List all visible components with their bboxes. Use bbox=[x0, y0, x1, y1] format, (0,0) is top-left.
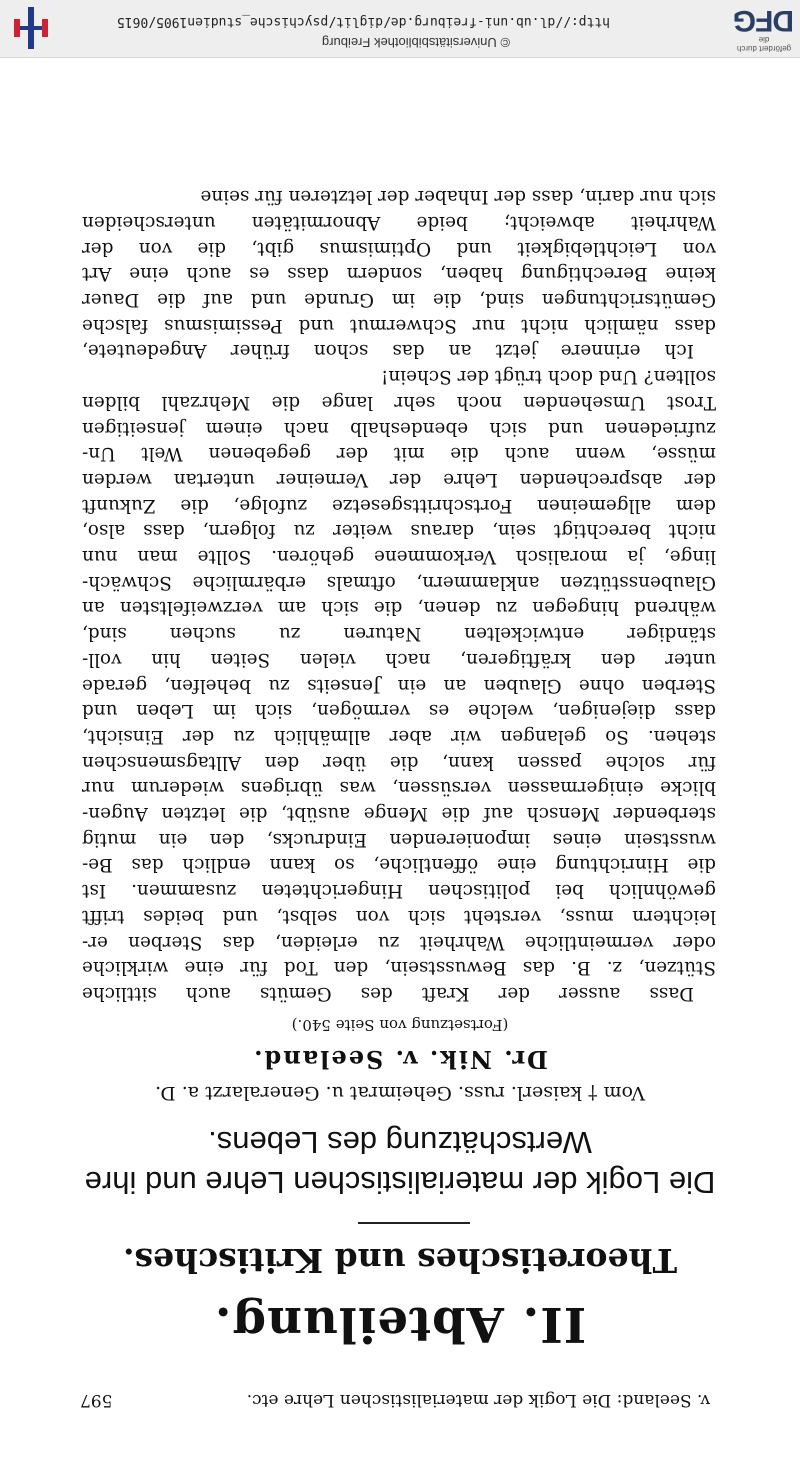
article-title-line-2: Wertschätzung des Lebens. bbox=[208, 1125, 592, 1160]
author-name: Dr. Nik. v. Seeland. bbox=[252, 1045, 548, 1074]
copyright-notice: © Universitätsbibliothek Freiburg bbox=[321, 35, 510, 50]
body-line: müsse, wenn auch die mit der gegebenen Welt Un- bbox=[82, 443, 716, 465]
body-line: gewöhnlich bei politischen Hingerichteten zusammen. Ist bbox=[82, 880, 716, 902]
body-line: keine Berechtigung haben, sondern dass es auch eine Art bbox=[82, 263, 716, 285]
running-header bbox=[80, 1390, 710, 1410]
body-line: während hingegen zu denen, die sich am verzweifeltsten an bbox=[82, 597, 716, 619]
body-line: Glaubensstützen anklammern, oftmals erbärmliche Schwäch- bbox=[82, 571, 716, 593]
body-line: dem allgemeinen Fortschrittsgesetze zufolge, die Zukunft bbox=[82, 494, 716, 516]
source-url-link[interactable]: http://dl.ub.uni-freiburg.de/diglit/psychische_studien1905/0615 bbox=[116, 14, 610, 29]
body-line: dass nämlich nicht nur Schwermut und Pessimismus falsche bbox=[82, 314, 716, 336]
body-line: dass diejenigen, welche es vermögen, sich im Leben und bbox=[82, 700, 716, 722]
body-line: unter den kräftigeren, nach vielen Seiten hin voll- bbox=[82, 648, 716, 670]
division-heading: II. Abteilung. bbox=[213, 1296, 587, 1352]
body-line: von Leichtlebigkeit und Optimismus gibt, die von der bbox=[82, 237, 716, 259]
body-line: Gemütsrichtungen sind, die im Grunde und auf die Dauer bbox=[82, 289, 716, 311]
body-line: Stützen, z. B. das Bewusstsein, den Tod für eine wirkliche bbox=[82, 957, 716, 979]
article-title-line-1: Die Logik der materialistischen Lehre und ihre bbox=[84, 1165, 716, 1200]
article-body bbox=[82, 184, 716, 1007]
body-line: leichtern muss, versteht sich von selbst, und beides trifft bbox=[82, 905, 716, 927]
dfg-logo-icon bbox=[734, 5, 794, 53]
body-line: Trost Umsehenden noch sehr lange die Mehrzahl bilden bbox=[82, 391, 716, 413]
dfg-mark: DFG bbox=[733, 4, 794, 37]
body-line: Wahrheit abweicht; beide Abnormitäten unterscheiden bbox=[82, 211, 716, 233]
section-heading: Theoretisches und Kritisches. bbox=[122, 1241, 678, 1280]
body-line: Dass ausser der Kraft des Gemüts auch sittliche bbox=[82, 983, 694, 1004]
author-byline: Vom † kaiserl. russ. Geheimrat u. Generalarzt a. D. bbox=[155, 1082, 645, 1104]
body-line: sterbender Mensch auf die Menge ausübt, die letzten Augen- bbox=[82, 803, 716, 825]
heading-divider bbox=[358, 1222, 470, 1224]
continuation-note: (Fortsetzung von Seite 540.) bbox=[291, 1016, 509, 1034]
body-line: stehen. So gelangen wir aber allmählich zu der Einsicht, bbox=[82, 725, 716, 747]
body-line: nicht berechtigt sein, daraus weiter zu folgern, dass also, bbox=[82, 520, 716, 542]
library-banner bbox=[0, 0, 800, 58]
page-number: 597 bbox=[80, 1390, 113, 1410]
body-line: ständiger entwickelten Naturen zu suchen sind, bbox=[82, 623, 716, 645]
body-line: Ich erinnere jetzt an das schon früher Angedeutete, bbox=[82, 340, 694, 362]
body-line: zufriedenen und sich ebendeshalb nach einem jenseitigen bbox=[82, 417, 716, 439]
dfg-sub-label: gefördert durch die bbox=[736, 35, 792, 53]
body-line: sollten? Und doch trügt der Schein! bbox=[381, 366, 716, 388]
body-line: linge, ja moralisch Verkommene gehören. Sollte man nun bbox=[82, 546, 716, 568]
body-line: wusstsein eines imponierenden Eindrucks, den ein mutig bbox=[82, 828, 716, 850]
body-line: die Hinrichtung eine öffentliche, so kann endlich das Be- bbox=[82, 854, 716, 876]
body-line: für solche passen kann, die über den Alltagsmenschen bbox=[82, 751, 716, 773]
body-line: blicke einigermassen versüssen, was übrigens wiederum nur bbox=[82, 777, 716, 799]
body-line: der absprechenden Lehre der Verneiner untertan werden bbox=[82, 468, 716, 490]
body-line: sich nur darin, dass der Inhaber der letzteren für seine bbox=[200, 186, 716, 208]
body-line: Sterben ohne Glauben an ein Jenseits zu behelfen, gerade bbox=[82, 674, 716, 696]
running-title: v. Seeland: Die Logik der materialistischen Lehre etc. bbox=[246, 1390, 710, 1410]
university-library-logo-icon bbox=[8, 5, 54, 51]
body-line: oder vermeintliche Wahrheit zu erleiden, das Sterben er- bbox=[82, 931, 716, 953]
